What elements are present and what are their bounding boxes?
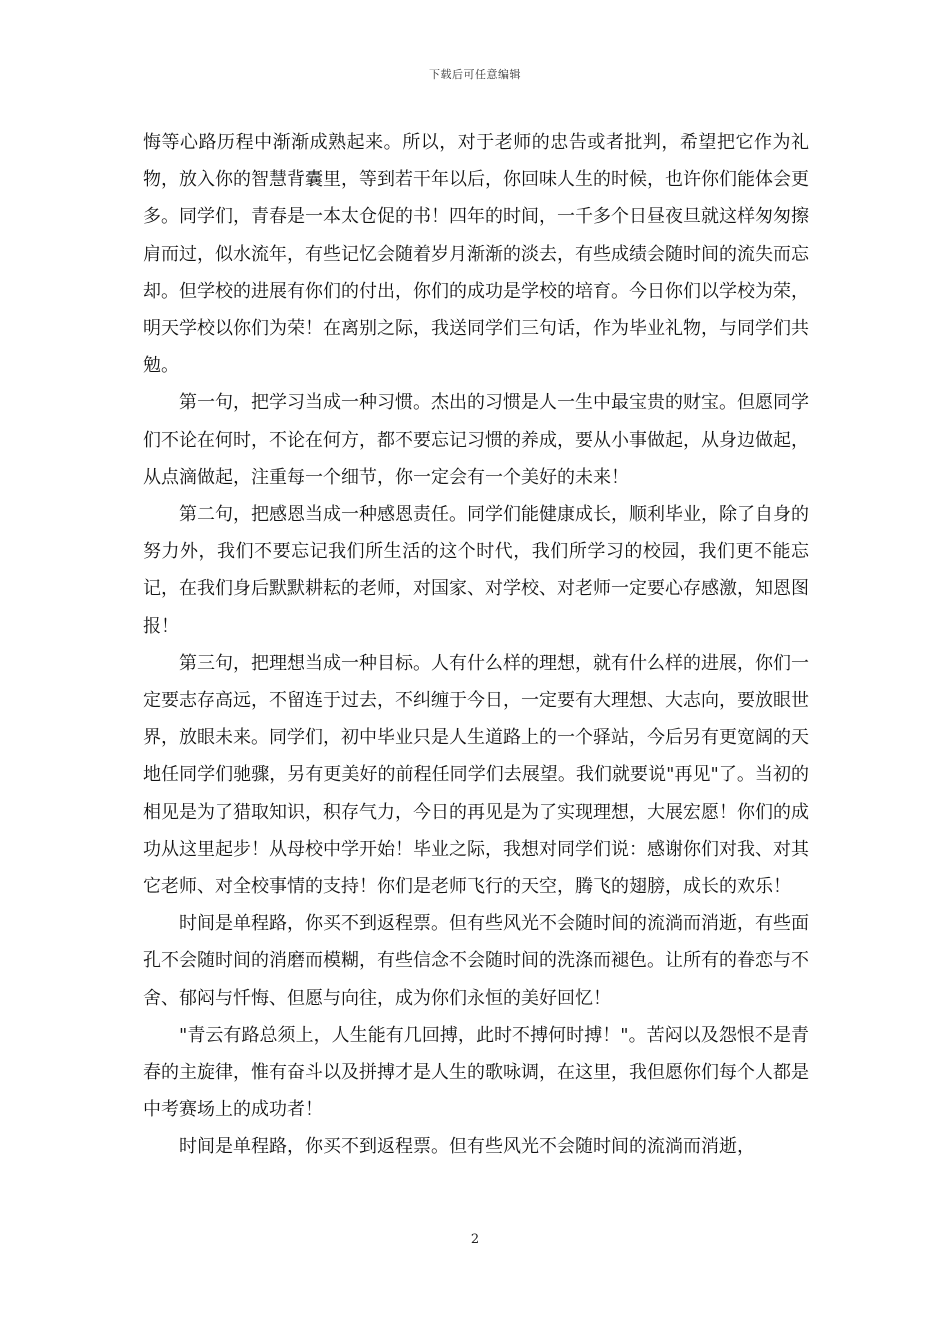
paragraph-2: 第一句，把学习当成一种习惯。杰出的习惯是人一生中最宝贵的财宝。但愿同学们不论在何时，不论在何方，都不要忘记习惯的养成，要从小事做起，从身边做起，从点滴做起，注重每一个细节，你一定会有一个美好的未来！	[143, 392, 809, 488]
document-body	[143, 124, 809, 1166]
paragraph-7: 时间是单程路，你买不到返程票。但有些风光不会随时间的流淌而消逝，	[179, 1136, 755, 1158]
paragraph-6: "青云有路总须上，人生能有几回搏，此时不搏何时搏！"。苦闷以及怨恨不是青春的主旋律，惟有奋斗以及拼搏才是人生的歌咏调，在这里，我但愿你们每个人都是中考赛场上的成功者！	[143, 1024, 809, 1121]
paragraph-4: 第三句，把理想当成一种目标。人有什么样的理想，就有什么样的进展，你们一定要志存高远，不留连于过去，不纠缠于今日，一定要有大理想、大志向，要放眼世界，放眼未来。同学们，初中毕业只是人生道路上的一个驿站，今后另有更宽阔的天地任同学们驰骤，另有更美好的前程任同学们去展望。我们就要说"再见"了。当初的相见是为了猎取知识，积存气力，今日的再见是为了实现理想，大展宏愿！你们的成功从这里起步！从母校中学开始！毕业之际，我想对同学们说：感谢你们对我、对其它老师、对全校事情的支持！你们是老师飞行的天空，腾飞的翅膀，成长的欢乐！	[143, 652, 809, 898]
paragraph-1: 悔等心路历程中渐渐成熟起来。所以，对于老师的忠告或者批判，希望把它作为礼物，放入你的智慧背囊里，等到若干年以后，你回味人生的时候，也许你们能体会更多。同学们，青春是一本太仓促的书！四年的时间，一千多个日昼夜旦就这样匆匆擦肩而过，似水流年，有些记忆会随着岁月渐渐的淡去，有些成绩会随时间的流失而忘却。但学校的进展有你们的付出，你们的成功是学校的培育。今日你们以学校为荣，明天学校以你们为荣！在离别之际，我送同学们三句话，作为毕业礼物，与同学们共勉。	[143, 132, 809, 377]
paragraph-3: 第二句，把感恩当成一种感恩责任。同学们能健康成长，顺利毕业，除了自身的努力外，我们不要忘记我们所生活的这个时代，我们所学习的校园，我们更不能忘记，在我们身后默默耕耘的老师，对国家、对学校、对老师一定要心存感激，知恩图报！	[143, 504, 809, 637]
page-number: 2	[470, 1232, 480, 1247]
paragraph-5: 时间是单程路，你买不到返程票。但有些风光不会随时间的流淌而消逝，有些面孔不会随时间的消磨而模糊，有些信念不会随时间的洗涤而褪色。让所有的眷恋与不舍、郁闷与忏悔、但愿与向往，成为你们永恒的美好回忆！	[143, 913, 809, 1009]
page-header: 下载后可任意编辑	[429, 68, 521, 81]
